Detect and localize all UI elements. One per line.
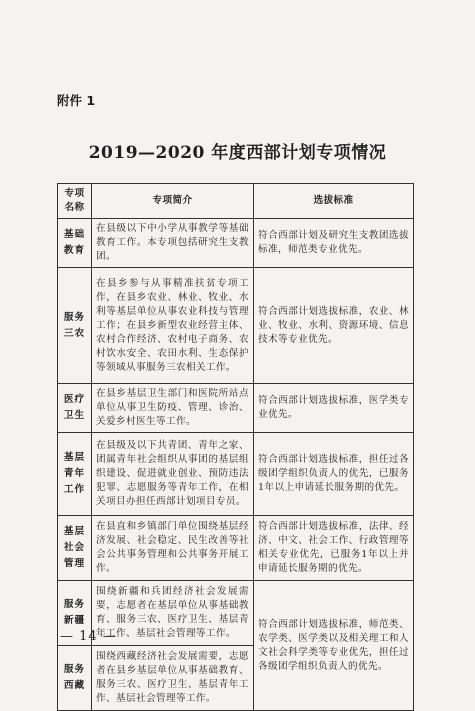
row-name-line: 医疗 (63, 394, 86, 405)
table-row (58, 219, 414, 268)
table-row (58, 516, 414, 581)
row-criteria: 符合西部计划选拔标准，法律、经济、中文、社会工作、行政管理等相关专业优先，已服务1年以上并申请延长服务期的优先。 (254, 516, 414, 581)
row-name-line: 青年 (63, 468, 86, 479)
row-intro: 在县乡基层卫生部门和医院所站点单位从事卫生防疫、管理、诊治、关爱乡村医生等工作。 (92, 384, 254, 433)
row-intro: 在县乡参与从事精准扶贫专项工作，在县乡农业、林业、牧业、水利等基层单位从事农业科技与管理工作；在县乡新型农业经营主体、农村合作经济、农村电子商务、农村饮水安全、农田水利、生态保护等领域从事服务三农相关工作。 (92, 268, 254, 384)
attachment-label: 附件 1 (57, 93, 96, 108)
row-name-line: 基层 (63, 526, 86, 537)
row-intro: 围绕西藏经济社会发展需要，志愿者在县乡基层单位从事基础教育、服务三农、医疗卫生、基层青年工作、基层社会管理等工作。 (92, 646, 254, 711)
row-name-line: 社会 (63, 542, 86, 553)
page-number: — 14 — (60, 629, 117, 644)
row-name-line: 基础 (63, 229, 86, 240)
row-name-line: 卫生 (63, 410, 86, 421)
row-name-line: 工作 (63, 484, 86, 495)
header-name-line: 专项 (64, 188, 85, 199)
row-name-line: 服务 (63, 311, 86, 323)
row-intro: 围绕新疆和兵团经济社会发展需要，志愿者在基层单位从事基础教育、服务三农、医疗卫生、基层青年工作、基层社会管理等工作。 (92, 581, 254, 646)
table-header-row (58, 184, 414, 219)
row-intro: 在县级及以下共青团、青年之家、团属青年社会组织从事团的基层组织建设、促进就业创业、预防违法犯罪、志愿服务等青年工作，在相关项目办担任西部计划项目专员。 (92, 433, 254, 516)
row-name-line: 西藏 (63, 680, 86, 691)
merged-criteria: 符合西部计划选拔标准，师范类、农学类、医学类以及相关理工和人文社会科学类等专业优先，担任过各级团学组织负责人的优先。 (254, 581, 414, 711)
row-intro: 在县级以下中小学从事教学等基础教育工作。本专项包括研究生支教团。 (92, 219, 254, 268)
row-criteria: 符合西部计划选拔标准，医学类专业优先。 (254, 384, 414, 433)
row-name (58, 516, 92, 581)
row-name-line: 三农 (63, 327, 86, 339)
row-criteria: 符合西部计划选拔标准，农业、林业、牧业、水利、资源环境、信息技术等专业优先。 (254, 268, 414, 384)
header-criteria: 选拔标准 (254, 184, 414, 219)
row-name (58, 219, 92, 268)
row-name-line: 管理 (63, 558, 86, 569)
row-criteria: 符合西部计划选拔标准，担任过各级团学组织负责人的优先，已服务1年以上申请延长服务期的优先。 (254, 433, 414, 516)
table-row (58, 268, 414, 384)
row-name-line: 服务 (63, 664, 86, 675)
row-intro: 在县直和乡镇部门单位围绕基层经济发展、社会稳定、民生改善等社会公共事务管理和公共事务开展工作。 (92, 516, 254, 581)
row-criteria: 符合西部计划及研究生支教团选拔标准，师范类专业优先。 (254, 219, 414, 268)
header-name-line: 名称 (64, 202, 85, 213)
row-name (58, 384, 92, 433)
header-name (58, 184, 92, 219)
row-name-line: 服务 (63, 599, 86, 610)
table-row (58, 384, 414, 433)
header-intro: 专项简介 (92, 184, 254, 219)
page-title: 2019—2020 年度西部计划专项情况 (88, 143, 387, 163)
row-name-line: 教育 (63, 245, 86, 256)
row-name-line: 新疆 (63, 615, 86, 626)
row-name (58, 646, 92, 711)
row-name-line: 基层 (63, 452, 86, 463)
row-name (58, 268, 92, 384)
table-row (58, 433, 414, 516)
row-name (58, 433, 92, 516)
